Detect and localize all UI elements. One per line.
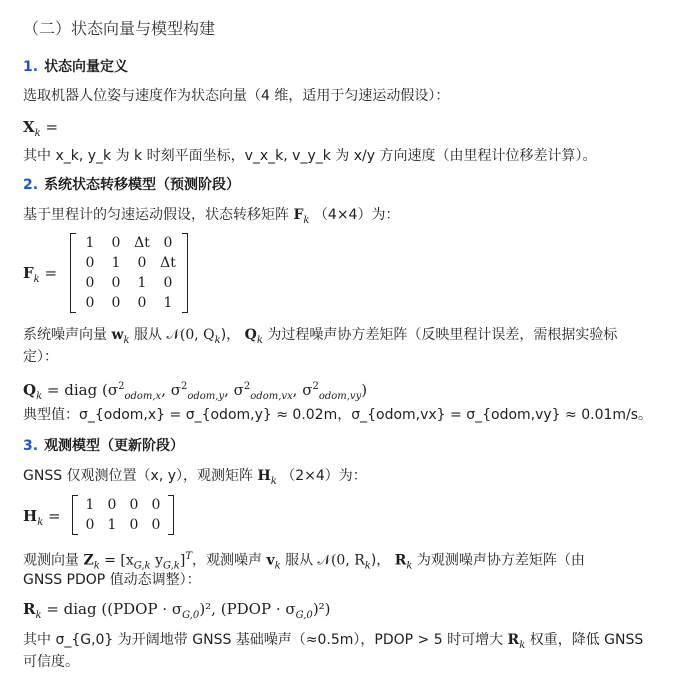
vec-open: = [x <box>99 552 134 569</box>
formula-symbol: X <box>23 118 35 136</box>
matrix-cell: 0 <box>111 275 121 291</box>
sub: G,0 <box>182 610 200 621</box>
symbol-H: H <box>257 468 271 484</box>
formula-equals: = <box>45 118 59 136</box>
heading-number: 1. <box>23 59 39 75</box>
subscript: k <box>270 475 277 487</box>
text: 为过程噪声协方差矩阵（反映里程计误差，需根据实验标 <box>262 327 618 343</box>
text: 基于里程计的匀速运动假设，状态转移矩阵 <box>23 207 294 223</box>
heading-number: 3. <box>23 438 39 454</box>
observation-intro <box>23 466 367 492</box>
heading-observation-model <box>23 436 184 456</box>
matrix-cell: 0 <box>163 275 173 291</box>
symbol-v: v <box>266 552 275 569</box>
text: ，观测噪声 <box>192 552 267 569</box>
R-formula <box>23 599 331 626</box>
obs-line-2: GNSS PDOP 值动态调整）： <box>23 572 201 588</box>
matrix-cell: Δt <box>134 235 150 251</box>
term: odom,vy <box>318 391 362 402</box>
term: odom,x <box>124 391 162 402</box>
matrix-cell: 0 <box>137 295 147 311</box>
subscript: k <box>35 610 42 621</box>
diag-close: )²) <box>312 600 331 618</box>
text: （2×4）为： <box>276 468 367 484</box>
subscript: k <box>123 334 130 346</box>
subscript: k <box>214 334 221 346</box>
transpose: T <box>185 551 192 562</box>
matrix-cell: 1 <box>137 275 147 291</box>
matrix-cell: 0 <box>85 295 95 311</box>
symbol-F: F <box>23 264 34 282</box>
diag-open: = diag (σ <box>46 381 119 399</box>
subscript: k <box>519 639 526 651</box>
matrix-cell: 0 <box>85 275 95 291</box>
F-matrix-label <box>23 263 57 290</box>
matrix-cell: Δt <box>160 255 176 271</box>
symbol-R: R <box>507 632 520 648</box>
matrix-cell: 0 <box>111 295 121 311</box>
heading-number: 2. <box>23 177 39 193</box>
text: （4×4）为： <box>309 207 400 223</box>
text: 服从 <box>129 327 167 343</box>
state-vector-formula <box>23 117 58 144</box>
heading-transition-model <box>23 175 240 195</box>
typical-values: 典型值：σ_{odom,x} = σ_{odom,y} ≈ 0.02m，σ_{odom,vx} = σ_{odom,vy} ≈ 0.01m/s。 <box>23 407 653 423</box>
transition-intro <box>23 205 399 231</box>
final-line-1 <box>23 630 643 656</box>
subscript: k <box>406 560 413 572</box>
symbol-R: R <box>23 600 36 618</box>
symbol-F: F <box>293 207 304 223</box>
matrix-cell: 1 <box>85 497 95 513</box>
text: 观测向量 <box>23 552 84 569</box>
symbol-Q: Q <box>244 327 257 343</box>
normal-dist: 服从 𝒩(0, R <box>280 552 365 569</box>
equals: = <box>44 264 58 282</box>
symbol-H: H <box>23 507 38 525</box>
subscript: k <box>303 214 310 226</box>
exp: 2 <box>118 381 125 392</box>
H-matrix <box>72 495 174 535</box>
subscript: k <box>256 334 263 346</box>
text: 其中 σ_{G,0} 为开阔地带 GNSS 基础噪声（≈0.5m），PDOP > 5 时可增大 <box>23 632 508 648</box>
symbol-Z: Z <box>83 552 94 569</box>
matrix-cell: 0 <box>137 255 147 271</box>
heading-text: 观测模型（更新阶段） <box>44 438 185 454</box>
subscript: k <box>33 274 40 285</box>
noise-line-1 <box>23 325 617 351</box>
vec-close: ] <box>179 552 186 569</box>
Q-formula: $Q_k$ = diag ($\sigma^2_{odom,x}$, $\sigma^2_{odom,y}$, $\sigma^2_{odom,vx}$, $\sigma^2_{odom,vy}$) <box>23 381 368 402</box>
state-vector-explain: 其中 x_k, y_k 为 k 时刻平面坐标，v_x_k, v_y_k 为 x/y 方向速度（由里程计位移差计算）。 <box>23 148 597 164</box>
term: odom,y <box>187 391 225 402</box>
matrix-cell: 0 <box>85 255 95 271</box>
matrix-cell: 0 <box>129 517 139 533</box>
subscript: k <box>36 391 43 402</box>
matrix-cell: 1 <box>85 235 95 251</box>
noise-line-2: 定）： <box>23 349 58 365</box>
heading-text: 状态向量定义 <box>44 59 129 75</box>
state-vector-intro: 选取机器人位姿与速度作为状态向量（4 维，适用于匀速运动假设）： <box>23 88 450 104</box>
subscript: k <box>274 560 281 572</box>
matrix-cell: 0 <box>151 497 161 513</box>
mid: )², (PDOP · σ <box>199 600 296 618</box>
vec-y: y <box>150 552 163 569</box>
matrix-cell: 0 <box>111 235 121 251</box>
diag-open: = diag ((PDOP · σ <box>46 600 183 618</box>
H-matrix-label <box>23 506 61 533</box>
matrix-cell: 0 <box>151 517 161 533</box>
symbol-w: w <box>111 327 124 343</box>
text: 系统噪声向量 <box>23 327 112 343</box>
normal-dist: 𝒩(0, Q <box>166 327 215 343</box>
matrix-cell: 1 <box>111 255 121 271</box>
matrix-cell: 0 <box>129 497 139 513</box>
F-matrix <box>70 233 188 313</box>
text: )， <box>370 552 395 569</box>
term: odom,vx <box>250 391 293 402</box>
subscript: k <box>364 560 371 572</box>
matrix-cell: 0 <box>107 497 117 513</box>
text: 为观测噪声协方差矩阵（由 <box>412 552 585 569</box>
matrix-cell: 0 <box>85 517 95 533</box>
subscript: k <box>37 517 44 528</box>
equals: = <box>48 507 61 525</box>
section-title: （二）状态向量与模型构建 <box>23 19 216 38</box>
symbol-Q: Q <box>23 381 37 399</box>
sub: G,0 <box>295 610 313 621</box>
text: GNSS 仅观测位置（x, y），观测矩阵 <box>23 468 258 484</box>
subscript: k <box>93 560 100 572</box>
text: )， <box>220 327 245 343</box>
matrix-cell: 0 <box>163 235 173 251</box>
heading-state-vector <box>23 57 128 77</box>
symbol-R: R <box>394 552 407 569</box>
matrix-cell: 1 <box>163 295 173 311</box>
final-line-2: 可信度。 <box>23 654 79 670</box>
heading-text: 系统状态转移模型（预测阶段） <box>44 177 241 193</box>
text: 权重，降低 GNSS <box>525 632 644 648</box>
formula-subscript: k <box>34 128 41 139</box>
obs-line-1: 观测向量 $Z_k = [x_{G,k}$ $y_{G,k}]^T$，观测噪声 $v_k$ 服从 𝒩(0, $R_k$)， $R_k$ 为观测噪声协方差矩阵（由 <box>23 551 585 572</box>
matrix-cell: 1 <box>107 517 117 533</box>
